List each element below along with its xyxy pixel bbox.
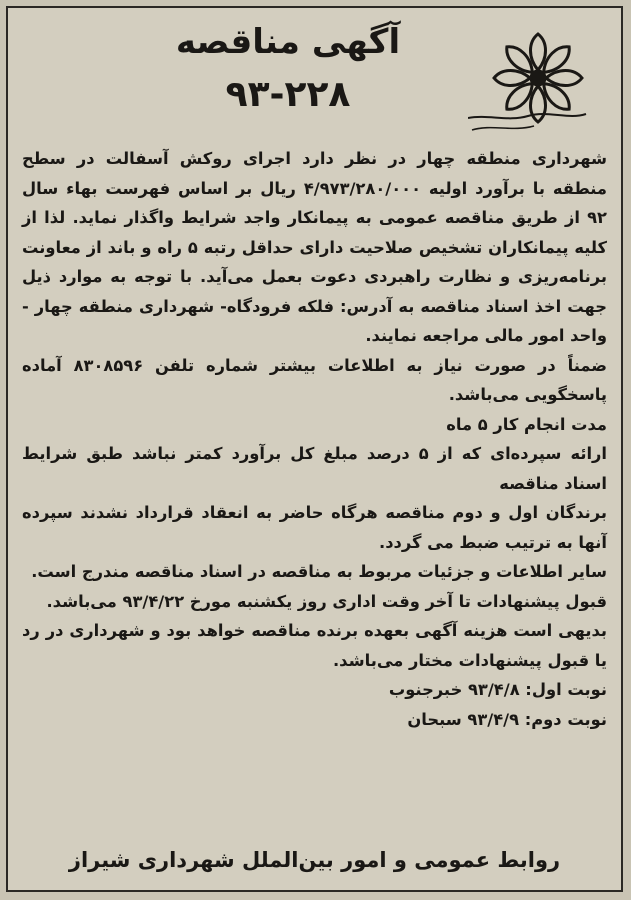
- notice-paragraph: بدیهی است هزینه آگهی بعهده برنده مناقصه خواهد بود و شهرداری در رد یا قبول پیشنهادات مختار می‌باشد.: [22, 621, 607, 670]
- notice-paragraph: سایر اطلاعات و جزئیات مربوط به مناقصه در اسناد مناقصه مندرج است.: [31, 562, 607, 581]
- notice-paragraph: مدت انجام کار ۵ ماه: [446, 414, 607, 434]
- notice-paragraph: ضمناً در صورت نیاز به اطلاعات بیشتر شماره تلفن ۸۳۰۸۵۹۶ آماده پاسخگویی می‌باشد.: [22, 355, 607, 404]
- publication-second: نوبت دوم: ۹۳/۴/۹ سبحان: [407, 709, 607, 729]
- publication-first: نوبت اول: ۹۳/۴/۸ خبرجنوب: [388, 680, 607, 699]
- notice-paragraph: قبول پیشنهادات تا آخر وقت اداری روز یکشنبه مورخ ۹۳/۴/۲۲ می‌باشد.: [46, 591, 607, 611]
- notice-number: ۹۳-۲۲۸: [225, 74, 351, 115]
- notice-body: [22, 144, 607, 734]
- notice-paragraph: برندگان اول و دوم مناقصه هرگاه حاضر به انعقاد قرارداد نشدند سپرده آنها به ترتیب ضبط می گردد.: [22, 503, 607, 552]
- shiraz-municipality-logo-icon: [468, 28, 588, 138]
- notice-paragraph: ارائه سپرده‌ای که از ۵ درصد مبلغ کل برآورد کمتر نباشد طبق شرایط اسناد مناقصه: [22, 444, 607, 493]
- notice-footer: روابط عمومی و امور بین‌الملل شهرداری شیراز: [68, 848, 561, 872]
- notice-paragraph: شهرداری منطقه چهار در نظر دارد اجرای روکش آسفالت در سطح منطقه با برآورد اولیه ۴/۹۷۳/۲۸۰/۰۰۰ ریال بر اساس فهرست بهاء سال ۹۲ از طریق مناقصه عمومی به پیمانکار واجد شرایط واگذار نماید. لذا از کلیه پیمانکاران تشخیص صلاحیت دارای حداقل رتبه ۵ راه و باند از معاونت برنامه‌ریزی و نظارت راهبردی دعوت بعمل می‌آید. با توجه به موارد ذیل جهت اخذ اسناد مناقصه به آدرس: فلکه فرودگاه- شهرداری منطقه چهار - واحد امور مالی مراجعه نمایند.: [22, 149, 608, 345]
- tender-notice: [6, 6, 623, 892]
- notice-title: آگهی مناقصه: [175, 22, 401, 62]
